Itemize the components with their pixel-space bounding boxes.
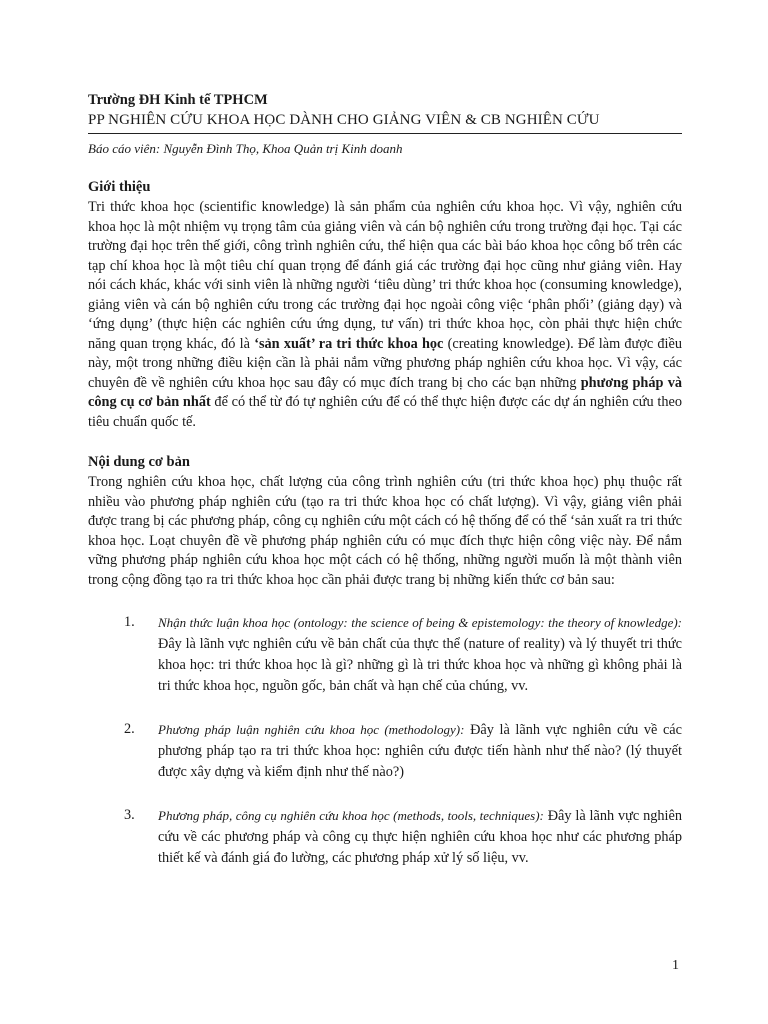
list-description: Đây là lãnh vực nghiên cứu về các phương pháp và công cụ thực hiện nghiên cứu khoa học như các phương pháp thiết kế và đánh giá đo lường, các phương pháp xử lý số liệu, vv. bbox=[158, 808, 682, 866]
list-item bbox=[88, 612, 682, 697]
document-subtitle: PP NGHIÊN CỨU KHOA HỌC DÀNH CHO GIẢNG VIÊN & CB NGHIÊN CỨU bbox=[88, 112, 682, 134]
list-item-text bbox=[158, 805, 682, 869]
intro-text-1: Tri thức khoa học (scientific knowledge) là sản phẩm của nghiên cứu khoa học. Vì vậy, nghiên cứu khoa học là một nhiệm vụ trọng tâm của giảng viên và cán bộ nghiên cứu trong trường đại học. Tại các trường đại học trên thế giới, công trình nghiên cứu, thể hiện qua các bài báo khoa học công bố trên các tạp chí khoa học là một tiêu chí quan trọng để đánh giá các trường đại học cũng như giảng viên. Hay nói cách khác, khác với sinh viên là những người ‘tiêu dùng’ tri thức khoa học (consuming knowledge), giảng viên và cán bộ nghiên cứu trong các trường đại học ngoài công việc ‘phân phối’ (giảng dạy) và ‘ứng dụng’ (thực hiện các nghiên cứu ứng dụng, tư vấn) tri thức khoa học, còn phải thực hiện chức năng quan trọng khác, đó là bbox=[88, 199, 682, 352]
list-number: 1. bbox=[124, 614, 135, 630]
school-name: Trường ĐH Kinh tế TPHCM bbox=[88, 92, 268, 108]
intro-paragraph bbox=[88, 198, 682, 432]
list-item-text bbox=[158, 719, 682, 783]
intro-text-2: (creating knowledge). Để làm được điều này, một trong những điều kiện cần là phải nắm vững phương pháp nghiên cứu khoa học. Vì vậy, các chuyên đề về nghiên cứu khoa học sau đây có mục đích trang bị cho các bạn những bbox=[88, 335, 683, 391]
list-term: Phương pháp luận nghiên cứu khoa học (methodology): bbox=[158, 722, 465, 737]
reporter-line: Báo cáo viên: Nguyễn Đình Thọ, Khoa Quản trị Kinh doanh bbox=[88, 141, 403, 156]
list-item bbox=[88, 805, 682, 869]
list-item-text bbox=[158, 612, 682, 697]
intro-text-3: để có thể từ đó tự nghiên cứu để có thể thực hiện được các dự án nghiên cứu theo tiêu chuẩn quốc tế. bbox=[88, 394, 683, 430]
content-heading: Nội dung cơ bản bbox=[88, 454, 190, 470]
intro-bold-1: ‘sản xuất’ ra tri thức khoa học bbox=[254, 335, 444, 352]
list-number: 3. bbox=[124, 807, 135, 823]
intro-bold-2: phương pháp và công cụ cơ bản nhất bbox=[88, 374, 682, 410]
content-paragraph: Trong nghiên cứu khoa học, chất lượng của công trình nghiên cứu (tri thức khoa học) phụ thuộc rất nhiều vào phương pháp nghiên cứu (tạo ra tri thức khoa học có chất lượng). Vì vậy, giảng viên phải được trang bị các phương pháp, công cụ nghiên cứu một cách có hệ thống để có thể ‘sản xuất ra tri thức khoa học. Loạt chuyên đề về phương pháp nghiên cứu có mục đích thực hiện công việc này. Để nắm vững phương pháp nghiên cứu khoa học một cách có hệ thống, những người muốn là một thành viên trong cộng đồng tạo ra tri thức khoa học cần phải được trang bị những kiến thức cơ bản sau: bbox=[88, 474, 682, 588]
list-number: 2. bbox=[124, 721, 135, 737]
topic-list bbox=[88, 612, 682, 869]
list-term: Phương pháp, công cụ nghiên cứu khoa học (methods, tools, techniques): bbox=[158, 808, 544, 823]
list-term: Nhận thức luận khoa học (ontology: the science of being & epistemology: the theory of knowledge): bbox=[158, 615, 682, 630]
list-description: Đây là lãnh vực nghiên cứu về bản chất của thực thể (nature of reality) và lý thuyết tri thức khoa học: tri thức khoa học là gì? những gì là tri thức khoa học và những gì không phải là tri thức khoa học, nguồn gốc, bản chất và hạn chế của chúng, vv. bbox=[158, 636, 682, 694]
page-number: 1 bbox=[672, 958, 679, 973]
list-item bbox=[88, 719, 682, 783]
list-description: Đây là lãnh vực nghiên cứu về các phương pháp tạo ra tri thức khoa học: nghiên cứu được tiến hành như thế nào? (lý thuyết được xây dựng và kiểm định như thế nào?) bbox=[158, 722, 682, 780]
intro-heading: Giới thiệu bbox=[88, 179, 151, 195]
